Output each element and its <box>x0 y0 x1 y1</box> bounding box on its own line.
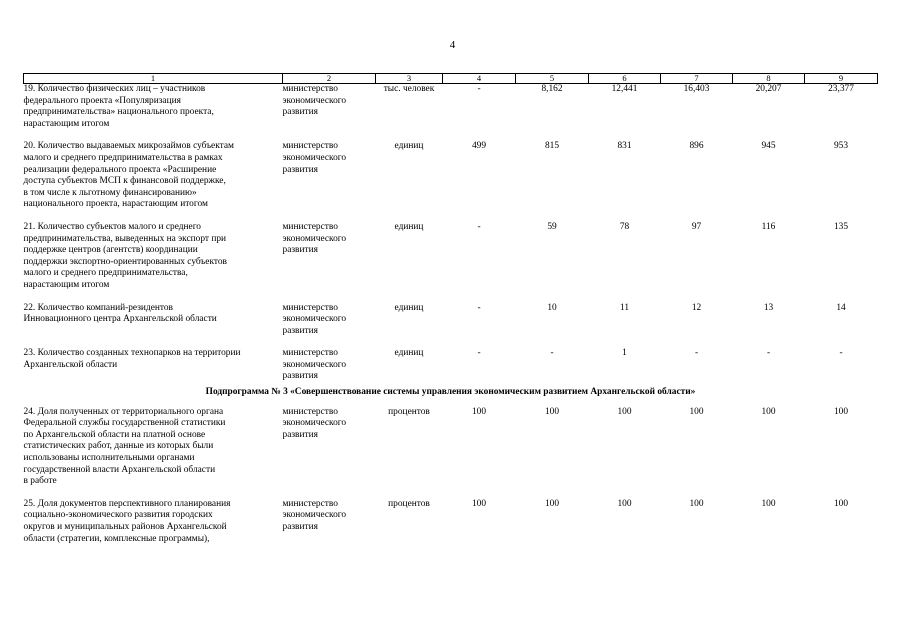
value-cell: 14 <box>836 302 846 313</box>
value-cell: 8,162 <box>541 84 563 94</box>
indicator-name: 23. Количество созданных технопарков на территории Архангельской области <box>23 348 241 370</box>
value-cell: 1 <box>622 348 627 359</box>
value-cell: 100 <box>544 498 560 509</box>
value-cell: 945 <box>761 141 776 152</box>
unit: единиц <box>394 141 424 152</box>
responsible-executor: министерство экономического развития <box>282 498 347 532</box>
value-cell: - <box>550 348 554 359</box>
unit: процентов <box>388 406 430 417</box>
value-cell: 100 <box>471 406 487 417</box>
value-cell: 12,441 <box>611 84 638 94</box>
column-number-header-row <box>24 74 878 84</box>
responsible-executor: министерство экономического развития <box>282 84 347 118</box>
column-header: 6 <box>589 74 661 84</box>
value-cell: 10 <box>547 302 557 313</box>
column-header: 5 <box>516 74 589 84</box>
table-row <box>24 348 878 383</box>
row-spacer <box>24 488 878 499</box>
column-header: 1 <box>24 74 283 84</box>
page-number: 4 <box>449 39 456 51</box>
responsible-executor: министерство экономического развития <box>282 221 347 256</box>
responsible-executor: министерство экономического развития <box>282 141 347 175</box>
indicator-name: 19. Количество физических лиц – участников федерального проекта «Популяризация предпринимательства» национального проекта, нарастающим итогом <box>23 84 214 129</box>
unit: тыс. человек <box>383 84 435 94</box>
value-cell: - <box>766 348 771 359</box>
value-cell: 100 <box>617 406 632 417</box>
unit: единиц <box>394 348 424 359</box>
responsible-executor: министерство экономического развития <box>282 406 347 440</box>
column-header: 7 <box>661 74 733 84</box>
value-cell: 100 <box>617 498 632 509</box>
column-header: 3 <box>376 74 443 84</box>
table-row <box>24 407 878 488</box>
table-row <box>24 141 878 211</box>
value-cell: - <box>477 84 481 94</box>
column-header: 2 <box>283 74 376 84</box>
value-cell: - <box>694 348 699 359</box>
indicator-name: 22. Количество компаний-резидентов Инновационного центра Архангельской области <box>23 302 217 325</box>
row-spacer <box>24 337 878 348</box>
value-cell: 11 <box>619 302 630 313</box>
value-cell: 100 <box>761 406 776 417</box>
value-cell: 16,403 <box>683 84 710 94</box>
value-cell: 100 <box>689 406 704 417</box>
value-cell: 116 <box>761 221 776 232</box>
unit: единиц <box>394 302 424 313</box>
indicator-name: 24. Доля полученных от территориального органа Федеральной службы государственной статистики по Архангельской области на платной основе статистических работ, данные из которых были использованы исполнительными органами государственной власти Архангельской области в работе <box>23 406 226 487</box>
row-spacer <box>24 211 878 222</box>
subprogram-title: Подпрограмма № 3 «Совершенствование системы управления экономическим развитием Архангельской области» <box>205 387 696 398</box>
value-cell: 78 <box>619 221 630 232</box>
value-cell: 831 <box>617 141 632 152</box>
value-cell: 100 <box>689 498 704 509</box>
value-cell: 815 <box>544 141 560 152</box>
value-cell: 59 <box>547 221 557 232</box>
row-spacer <box>24 130 878 141</box>
indicator-name: 25. Доля документов перспективного планирования социально-экономического развития городских округов и муниципальных районов Архангельской области (стратегии, комплексные программы), <box>23 498 231 544</box>
value-cell: 100 <box>471 498 487 509</box>
value-cell: 20,207 <box>755 84 782 94</box>
value-cell: - <box>477 348 481 359</box>
value-cell: - <box>839 348 843 359</box>
column-header: 4 <box>443 74 516 84</box>
responsible-executor: министерство экономического развития <box>282 348 347 382</box>
table-row <box>24 84 878 131</box>
indicator-name: 20. Количество выдаваемых микрозаймов субъектам малого и среднего предпринимательства в рамках реализации федерального проекта «Расширение доступа субъектов МСП к финансовой поддержке, в том числе к льготному финансированию» национального проекта, нарастающим итогом <box>23 141 234 210</box>
value-cell: 12 <box>691 302 702 313</box>
indicator-name: 21. Количество субъектов малого и среднего предпринимательства, выведенных на экспорт при поддержке центров (агентств) координации поддержки экспортно-ориентированных субъектов малого и среднего предпринимательства, нарастающим итогом <box>23 221 227 290</box>
responsible-executor: министерство экономического развития <box>282 302 347 336</box>
value-cell: 100 <box>544 406 560 417</box>
value-cell: 23,377 <box>828 84 854 94</box>
value-cell: 100 <box>833 498 849 509</box>
value-cell: 100 <box>761 498 776 509</box>
value-cell: - <box>477 302 481 313</box>
unit: процентов <box>388 498 430 509</box>
column-header: 8 <box>733 74 805 84</box>
value-cell: - <box>477 221 481 232</box>
value-cell: 13 <box>763 302 774 313</box>
indicators-table <box>23 73 878 545</box>
column-header: 9 <box>805 74 878 84</box>
value-cell: 100 <box>833 406 849 417</box>
value-cell: 896 <box>689 141 704 152</box>
subprogram-heading-row <box>24 383 878 407</box>
value-cell: 953 <box>833 141 849 152</box>
value-cell: 135 <box>833 221 849 232</box>
row-spacer <box>24 292 878 303</box>
table-row <box>24 303 878 338</box>
value-cell: 499 <box>471 141 487 152</box>
table-row <box>24 222 878 292</box>
value-cell: 97 <box>691 221 702 232</box>
unit: единиц <box>394 221 424 232</box>
table-row <box>24 499 878 545</box>
